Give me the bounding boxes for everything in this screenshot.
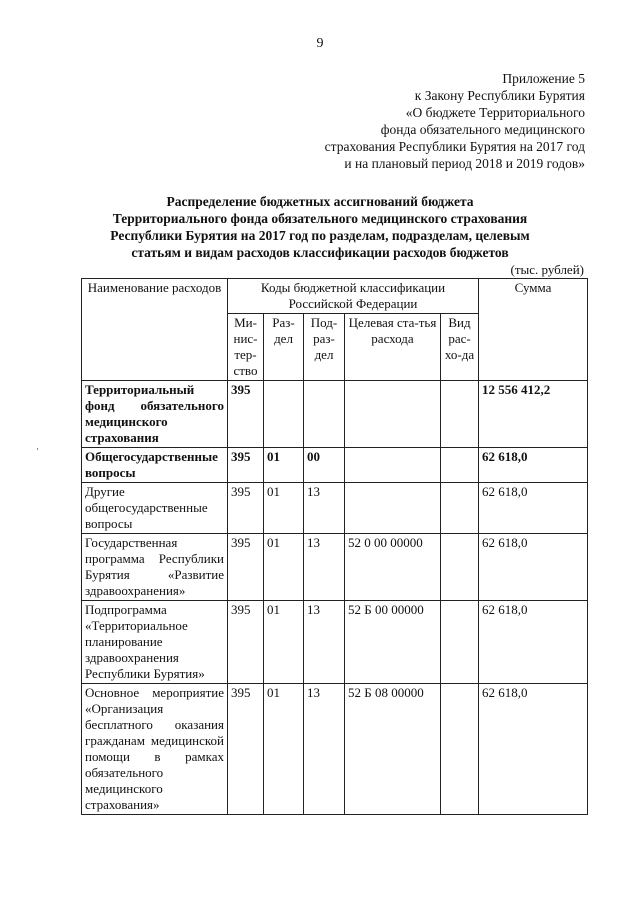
- units-label: (тыс. рублей): [510, 262, 584, 277]
- appendix-line: и на плановый период 2018 и 2019 годов»: [344, 156, 585, 171]
- cell-sum: 62 618,0: [479, 601, 588, 684]
- appendix-line: страхования Республики Бурятия на 2017 год: [324, 139, 585, 154]
- cell-sum: 62 618,0: [479, 534, 588, 601]
- title-line: статьям и видам расходов классификации расходов бюджетов: [131, 245, 509, 260]
- cell-subsection: 13: [304, 534, 345, 601]
- appendix-header: [325, 70, 585, 172]
- cell-sum: 12 556 412,2: [479, 381, 588, 448]
- cell-target: [345, 448, 441, 483]
- cell-target: 52 0 00 00000: [345, 534, 441, 601]
- title-line: Республики Бурятия на 2017 год по разделам, подразделам, целевым: [110, 228, 530, 243]
- cell-target: [345, 483, 441, 534]
- cell-section: 01: [264, 601, 304, 684]
- title-line: Распределение бюджетных ассигнований бюджета: [166, 194, 474, 209]
- cell-name: Основное мероприятие «Организация бесплатного оказания гражданам медицинской помощи в рамках обязательного медицинского страхования»: [82, 684, 228, 815]
- margin-mark: [37, 448, 38, 450]
- cell-subsection: 13: [304, 601, 345, 684]
- table-row: [82, 483, 588, 534]
- cell-ministry: 395: [228, 448, 264, 483]
- appendix-line: «О бюджете Территориального: [405, 105, 585, 120]
- table-row: [82, 381, 588, 448]
- header-name: Наименование расходов: [82, 279, 228, 381]
- cell-ministry: 395: [228, 381, 264, 448]
- header-codes: Коды бюджетной классификации Российской Федерации: [228, 279, 479, 314]
- cell-name: Другие общегосударственные вопросы: [82, 483, 228, 534]
- cell-sum: 62 618,0: [479, 448, 588, 483]
- table-row: [82, 684, 588, 815]
- cell-subsection: 13: [304, 684, 345, 815]
- budget-table: [81, 278, 588, 815]
- document-title: [60, 193, 580, 261]
- cell-name: Государственная программа Республики Бурятия «Развитие здравоохранения»: [82, 534, 228, 601]
- cell-name: Подпрограмма «Территориальное планирование здравоохранения Республики Бурятия»: [82, 601, 228, 684]
- cell-name: Общегосударственные вопросы: [82, 448, 228, 483]
- cell-target: 52 Б 00 00000: [345, 601, 441, 684]
- header-target: Целевая ста-тья расхода: [345, 314, 441, 381]
- cell-sum: 62 618,0: [479, 483, 588, 534]
- cell-section: 01: [264, 684, 304, 815]
- cell-section: 01: [264, 448, 304, 483]
- cell-section: [264, 381, 304, 448]
- table-row: [82, 534, 588, 601]
- cell-section: 01: [264, 483, 304, 534]
- cell-ministry: 395: [228, 483, 264, 534]
- table-row: [82, 601, 588, 684]
- cell-subsection: 13: [304, 483, 345, 534]
- cell-kind: [441, 684, 479, 815]
- title-line: Территориального фонда обязательного медицинского страхования: [112, 211, 528, 226]
- appendix-line: к Закону Республики Бурятия: [414, 88, 585, 103]
- cell-kind: [441, 601, 479, 684]
- cell-ministry: 395: [228, 534, 264, 601]
- cell-name: Территориальный фонд обязательного медицинского страхования: [82, 381, 228, 448]
- cell-subsection: [304, 381, 345, 448]
- cell-ministry: 395: [228, 684, 264, 815]
- cell-sum: 62 618,0: [479, 684, 588, 815]
- cell-subsection: 00: [304, 448, 345, 483]
- header-subsection: Под-раз-дел: [304, 314, 345, 381]
- cell-target: [345, 381, 441, 448]
- cell-kind: [441, 448, 479, 483]
- header-sum: Сумма: [479, 279, 588, 381]
- page-number: 9: [316, 36, 324, 51]
- table-row: [82, 448, 588, 483]
- appendix-line: фонда обязательного медицинского: [380, 122, 585, 137]
- header-ministry: Ми-нис-тер-ство: [228, 314, 264, 381]
- header-kind: Вид рас-хо-да: [441, 314, 479, 381]
- cell-ministry: 395: [228, 601, 264, 684]
- header-row: [82, 279, 588, 314]
- cell-kind: [441, 534, 479, 601]
- appendix-line: Приложение 5: [502, 71, 585, 86]
- cell-kind: [441, 483, 479, 534]
- cell-kind: [441, 381, 479, 448]
- cell-section: 01: [264, 534, 304, 601]
- header-section: Раз-дел: [264, 314, 304, 381]
- cell-target: 52 Б 08 00000: [345, 684, 441, 815]
